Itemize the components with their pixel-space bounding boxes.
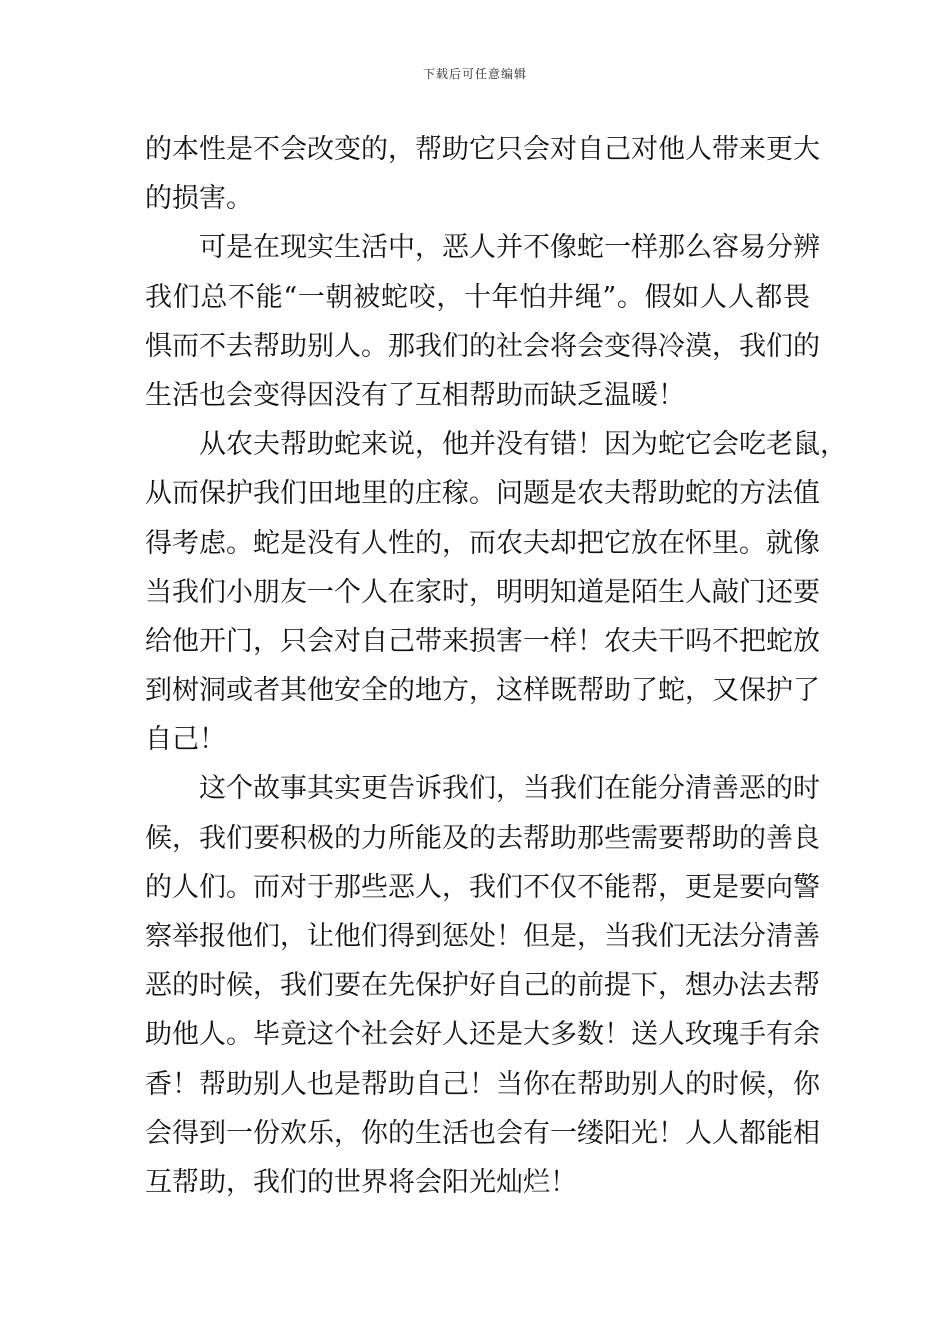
text-line: 当我们小朋友一个人在家时，明明知道是陌生人敲门还要	[145, 576, 820, 608]
text-line: 我们总不能“一朝被蛇咬，十年怕井绳”。假如人人都畏	[145, 281, 810, 313]
text-line: 可是在现实生活中，恶人并不像蛇一样那么容易分辨	[199, 232, 820, 264]
text-line: 生活也会变得因没有了互相帮助而缺乏温暖！	[145, 379, 685, 411]
text-line: 互帮助，我们的世界将会阳光灿烂！	[145, 1166, 577, 1198]
text-line: 这个故事其实更告诉我们，当我们在能分清善恶的时	[199, 773, 820, 805]
text-line: 的损害。	[145, 183, 253, 215]
text-line: 得考虑。蛇是没有人性的，而农夫却把它放在怀里。就像	[145, 527, 820, 559]
text-line: 自己！	[145, 724, 226, 756]
text-line: 从农夫帮助蛇来说，他并没有错！因为蛇它会吃老鼠，	[199, 429, 847, 461]
document-body	[145, 125, 847, 1207]
text-line: 惧而不去帮助别人。那我们的社会将会变得冷漠，我们的	[145, 330, 820, 362]
paragraph	[145, 223, 820, 420]
text-line: 会得到一份欢乐，你的生活也会有一缕阳光！人人都能相	[145, 1117, 820, 1149]
text-line: 恶的时候，我们要在先保护好自己的前提下，想办法去帮	[145, 970, 820, 1002]
text-line: 助他人。毕竟这个社会好人还是大多数！送人玫瑰手有余	[145, 1019, 820, 1051]
paragraph	[145, 764, 820, 1207]
page-header: 下载后可任意编辑	[422, 67, 527, 81]
paragraph	[145, 125, 820, 223]
text-line: 候，我们要积极的力所能及的去帮助那些需要帮助的善良	[145, 822, 820, 854]
text-line: 的本性是不会改变的，帮助它只会对自己对他人带来更大	[145, 134, 820, 165]
text-line: 的人们。而对于那些恶人，我们不仅不能帮，更是要向警	[145, 871, 820, 903]
text-line: 从而保护我们田地里的庄稼。问题是农夫帮助蛇的方法值	[145, 478, 820, 510]
text-line: 给他开门，只会对自己带来损害一样！农夫干吗不把蛇放	[145, 625, 820, 657]
paragraph	[145, 420, 847, 764]
text-line: 察举报他们，让他们得到惩处！但是，当我们无法分清善	[145, 921, 820, 952]
text-line: 香！帮助别人也是帮助自己！当你在帮助别人的时候，你	[145, 1068, 820, 1100]
text-line: 到树洞或者其他安全的地方，这样既帮助了蛇，又保护了	[145, 675, 820, 707]
